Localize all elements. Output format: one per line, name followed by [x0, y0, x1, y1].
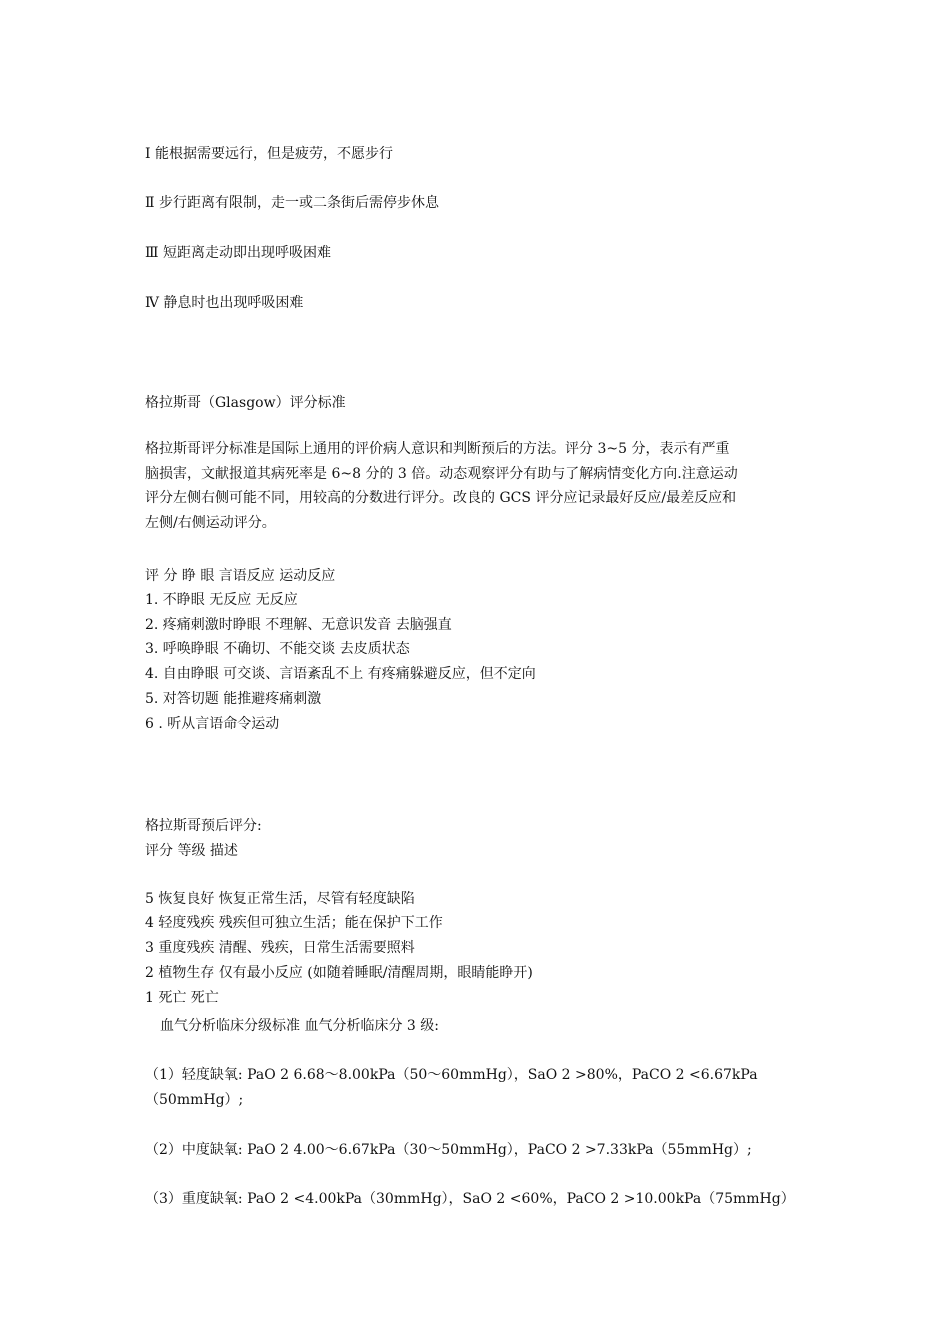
nyha-grade-1: Ⅰ 能根据需要远行，但是疲劳，不愿步行	[145, 146, 393, 162]
prognosis-row: 1 死亡 死亡	[145, 990, 219, 1006]
prognosis-header: 评分 等级 描述	[145, 843, 238, 859]
prognosis-row: 5 恢复良好 恢复正常生活，尽管有轻度缺陷	[145, 891, 415, 907]
glasgow-intro-line: 评分左侧右侧可能不同，用较高的分数进行评分。改良的 GCS 评分应记录最好反应/最差反应和	[145, 490, 737, 506]
prognosis-title: 格拉斯哥预后评分:	[145, 818, 262, 834]
prognosis-row: 2 植物生存 仅有最小反应 (如随着睡眠/清醒周期，眼睛能睁开)	[145, 965, 533, 981]
nyha-grade-3: Ⅲ 短距离走动即出现呼吸困难	[145, 245, 331, 261]
glasgow-table-row: 1. 不睁眼 无反应 无反应	[145, 592, 298, 608]
glasgow-table-row: 4. 自由睁眼 可交谈、言语紊乱不上 有疼痛躲避反应，但不定向	[145, 666, 536, 682]
blood-gas-mild-line: （50mmHg）;	[145, 1092, 244, 1108]
prognosis-row: 3 重度残疾 清醒、残疾，日常生活需要照料	[145, 940, 415, 956]
prognosis-row: 4 轻度残疾 残疾但可独立生活；能在保护下工作	[145, 915, 443, 931]
nyha-grade-4: Ⅳ 静息时也出现呼吸困难	[145, 295, 304, 311]
glasgow-table-row: 3. 呼唤睁眼 不确切、不能交谈 去皮质状态	[145, 641, 410, 657]
glasgow-table-row: 6 . 听从言语命令运动	[145, 716, 280, 732]
glasgow-table-row: 5. 对答切题 能推避疼痛刺激	[145, 691, 322, 707]
blood-gas-mild-line: （1）轻度缺氧: PaO 2 6.68～8.00kPa（50～60mmHg），SaO 2 >80%，PaCO 2 <6.67kPa	[145, 1067, 758, 1083]
glasgow-intro-line: 脑损害，文献报道其病死率是 6~8 分的 3 倍。动态观察评分有助与了解病情变化方向.注意运动	[145, 465, 738, 482]
blood-gas-severe: （3）重度缺氧: PaO 2 <4.00kPa（30mmHg），SaO 2 <60%，PaCO 2 >10.00kPa（75mmHg）	[145, 1191, 795, 1207]
glasgow-intro-line: 格拉斯哥评分标准是国际上通用的评价病人意识和判断预后的方法。评分 3~5 分，表示有严重	[145, 441, 730, 457]
nyha-grade-2: Ⅱ 步行距离有限制，走一或二条街后需停步休息	[145, 195, 439, 211]
glasgow-table-header: 评 分 睁 眼 言语反应 运动反应	[145, 568, 336, 584]
glasgow-intro-line: 左侧/右侧运动评分。	[145, 514, 276, 531]
glasgow-intro-paragraph	[145, 437, 807, 535]
glasgow-title: 格拉斯哥（Glasgow）评分标准	[145, 395, 346, 411]
blood-gas-title: 血气分析临床分级标准 血气分析临床分 3 级:	[160, 1018, 439, 1034]
glasgow-table-row: 2. 疼痛刺激时睁眼 不理解、无意识发音 去脑强直	[145, 617, 452, 633]
blood-gas-moderate: （2）中度缺氧: PaO 2 4.00～6.67kPa（30～50mmHg），PaCO 2 >7.33kPa（55mmHg）;	[145, 1142, 752, 1158]
